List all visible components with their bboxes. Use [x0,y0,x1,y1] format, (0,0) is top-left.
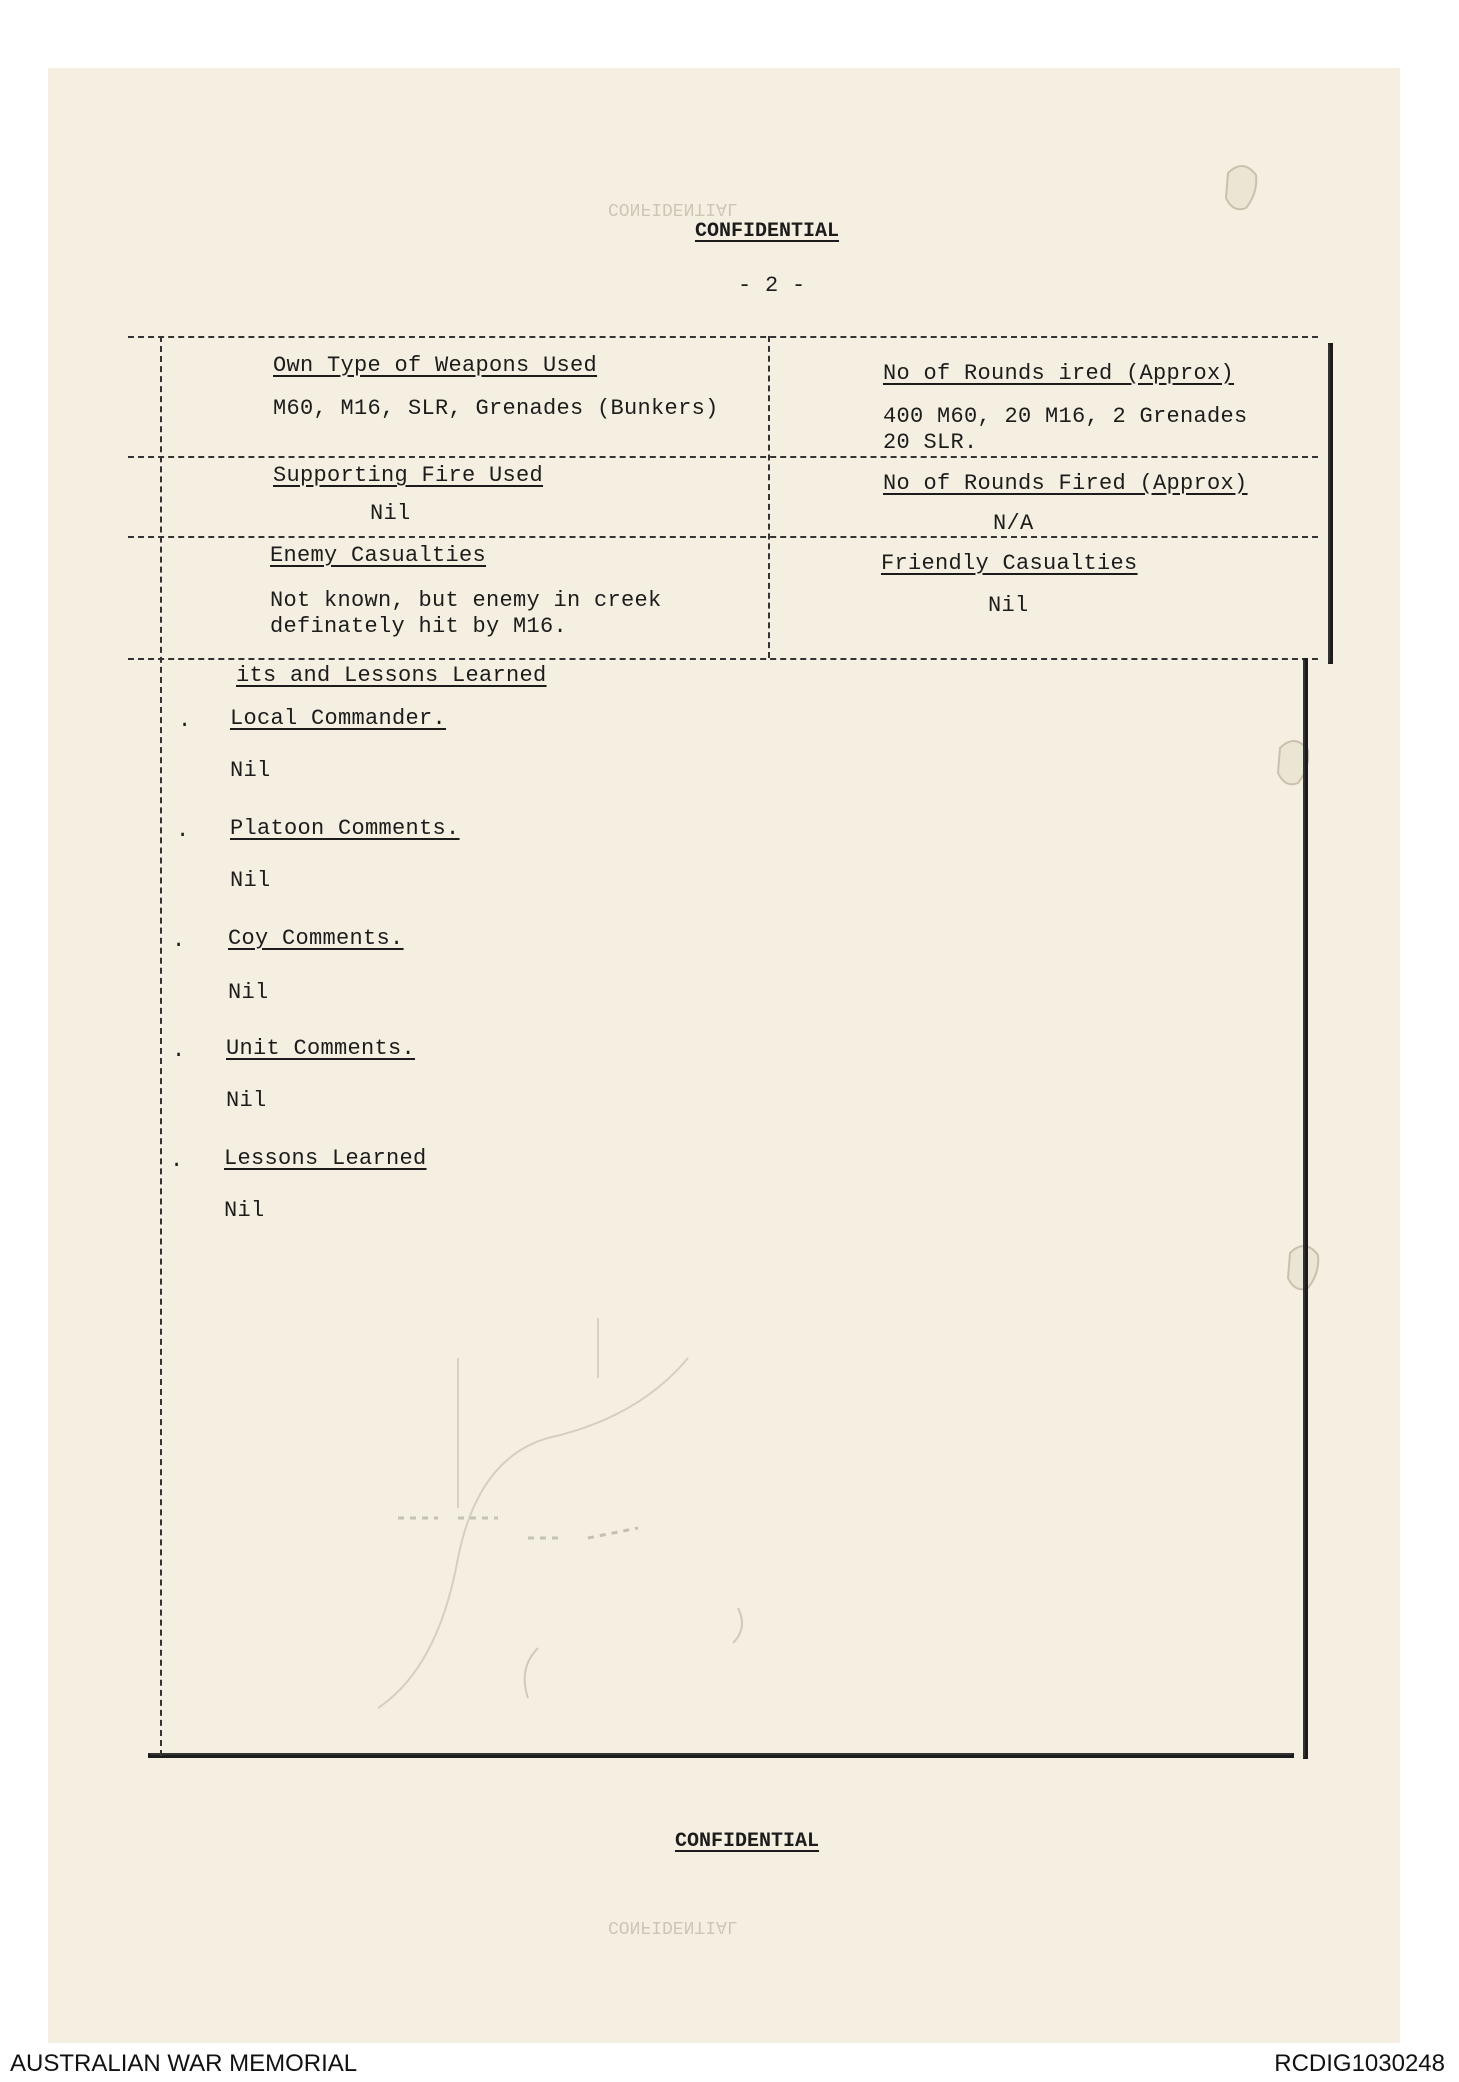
weapons-used-value: M60, M16, SLR, Grenades (Bunkers) [273,396,719,421]
lessons-heading: its and Lessons Learned [236,663,547,688]
archive-source-label: AUSTRALIAN WAR MEMORIAL [10,2050,358,2077]
enemy-casualties-value: Not known, but enemy in creek [270,588,662,613]
friendly-casualties-value: Nil [988,593,1029,618]
table-top-border [128,336,1318,338]
table-column-divider [768,336,770,658]
bleed-through-text: CONFIDENTIAL [608,198,738,218]
lesson-title-unit-comments: Unit Comments. [226,1036,416,1061]
lesson-value: Nil [230,868,271,893]
list-bullet: . [170,1148,184,1173]
table-right-border [1303,658,1308,1759]
list-bullet: . [176,818,190,843]
lesson-title-local-commander: Local Commander. [230,706,447,731]
classification-footer: CONFIDENTIAL [675,1830,820,1853]
rounds-fired-value: 20 SLR. [883,430,978,455]
lesson-title-coy-comments: Coy Comments. [228,926,404,951]
table-row-divider [128,658,1318,660]
table-right-border [1328,343,1333,664]
friendly-casualties-label: Friendly Casualties [881,551,1138,576]
enemy-casualties-value: definately hit by M16. [270,614,568,639]
enemy-casualties-label: Enemy Casualties [270,543,487,568]
table-row-divider [128,536,1318,538]
lesson-title-platoon-comments: Platoon Comments. [230,816,460,841]
weapons-used-label: Own Type of Weapons Used [273,353,598,378]
classification-header: CONFIDENTIAL [695,220,840,243]
rounds-fired-label: No of Rounds ired (Approx) [883,361,1235,386]
bleed-through-sketch [348,1318,908,1758]
archive-id-label: RCDIG1030248 [1274,2050,1445,2077]
page-number: - 2 - [738,273,806,298]
supporting-fire-value: Nil [370,501,411,526]
lesson-value: Nil [228,980,269,1005]
lesson-value: Nil [230,758,271,783]
supporting-fire-label: Supporting Fire Used [273,463,544,488]
lesson-value: Nil [224,1198,265,1223]
list-bullet: . [172,928,186,953]
table-bottom-border [148,1753,1294,1758]
support-rounds-label: No of Rounds Fired (Approx) [883,471,1248,496]
list-bullet: . [178,708,192,733]
rounds-fired-value: 400 M60, 20 M16, 2 Grenades [883,404,1248,429]
lesson-title-lessons-learned: Lessons Learned [224,1146,427,1171]
staple-hole-icon [1218,153,1268,223]
support-rounds-value: N/A [993,511,1034,536]
bleed-through-text: CONFIDENTIAL [608,1916,738,1936]
table-left-border [160,336,162,1756]
table-row-divider [128,456,1318,458]
staple-hole-icon [1270,728,1320,798]
document-page [48,68,1400,2043]
list-bullet: . [172,1038,186,1063]
lesson-value: Nil [226,1088,267,1113]
